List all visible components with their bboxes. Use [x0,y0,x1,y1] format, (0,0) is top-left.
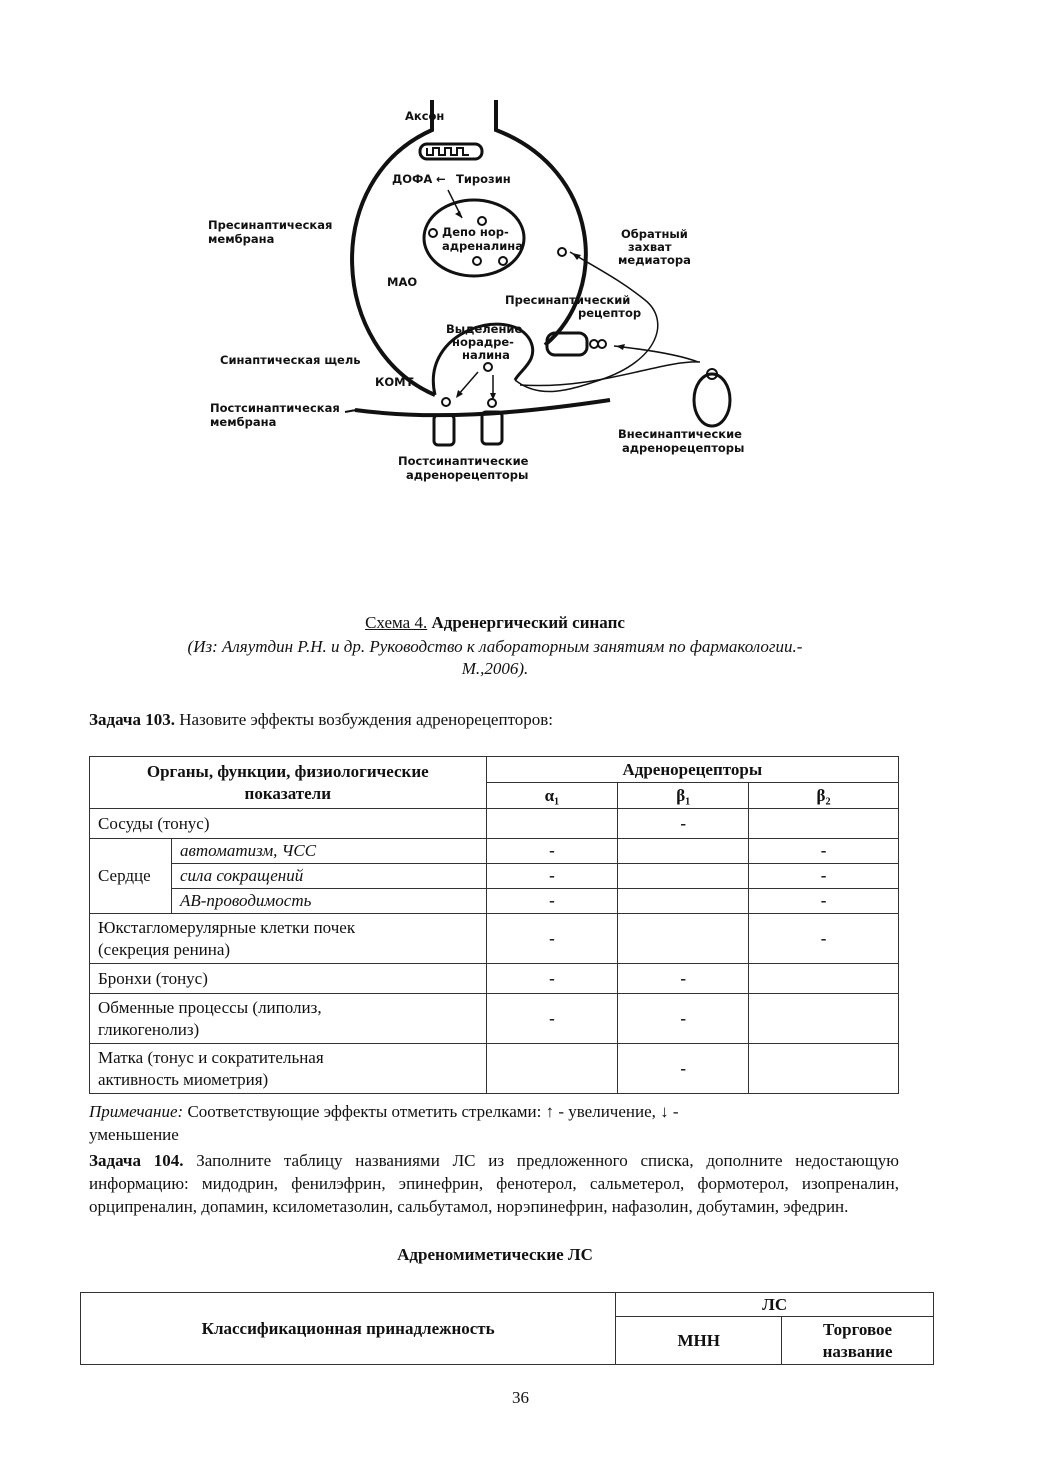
table-row [90,864,899,889]
scheme-label: Схема 4. [365,613,428,632]
cell-beta2[interactable] [749,1044,899,1094]
task-103-text: Назовите эффекты возбуждения адренорецепторов: [179,710,554,729]
header-ls: ЛС [616,1293,934,1317]
task-103-label: Задача 103. [89,710,175,729]
label-release-2: норадре- [452,335,514,349]
header-beta1: β₁ [618,783,749,809]
label-presyn-receptor-2: рецептор [578,306,642,320]
cell-alpha1[interactable]: - [486,864,618,889]
label-presyn-membrane-1: Пресинаптическая [208,218,333,232]
page-number: 36 [512,1388,529,1407]
cell-beta1[interactable]: - [618,964,749,994]
label-presyn-membrane-2: мембрана [208,232,275,246]
table-row [90,994,899,1044]
table-title: Адреномиметические ЛС [397,1245,593,1264]
adrenergic-synapse-diagram [180,90,780,500]
cell-beta1[interactable] [618,839,749,864]
cell-alpha1[interactable]: - [486,889,618,914]
row-sublabel: сила сокращений [171,864,486,889]
table-row [90,809,899,839]
cell-beta2[interactable] [749,964,899,994]
label-reuptake-3: медиатора [618,253,691,267]
label-postsyn-membrane-1: Постсинаптическая [210,401,340,415]
task-103-heading [89,708,899,731]
header-organs: Органы, функции, физиологические показатели [90,757,487,809]
cell-alpha1[interactable] [486,809,618,839]
header-inn: МНН [616,1317,782,1365]
scheme-title: Адренергический синапс [431,613,625,632]
table-row [90,889,899,914]
row-label-heart: Сердце [90,839,172,914]
row-sublabel: автоматизм, ЧСС [171,839,486,864]
label-postsyn-receptors-1: Постсинаптические [398,454,529,468]
row-label: Юкстагломерулярные клетки почек (секреция ренина) [90,914,487,964]
postsynaptic-receptor-2 [482,412,502,444]
task-104-label: Задача 104. [89,1151,184,1170]
row-label: Обменные процессы (липолиз, гликогенолиз) [90,994,487,1044]
cell-alpha1[interactable]: - [486,964,618,994]
header-class: Классификационная принадлежность [81,1293,616,1365]
label-synaptic-cleft: Синаптическая щель [220,353,361,367]
label-reuptake-1: Обратный [621,227,688,241]
label-comt: КОМТ [375,375,414,389]
caption-source-1: (Из: Аляутдин Р.Н. и др. Руководство к лабораторным занятиям по фармакологии.- [187,637,803,656]
label-extrasyn-1: Внесинаптические [618,427,742,441]
label-postsyn-receptors-2: адренорецепторы [406,468,529,482]
row-label: Сосуды (тонус) [90,809,487,839]
cell-alpha1[interactable]: - [486,994,618,1044]
cell-beta1[interactable] [618,914,749,964]
label-postsyn-membrane-2: мембрана [210,415,277,429]
label-release-3: налина [462,348,510,362]
label-presyn-receptor-1: Пресинаптический [505,293,631,307]
table-row [90,839,899,864]
header-trade: Торговое название [782,1317,934,1365]
cell-alpha1[interactable] [486,1044,618,1094]
table-row [90,914,899,964]
postsynaptic-receptor-1 [434,415,454,445]
header-alpha1: α₁ [486,783,618,809]
cell-alpha1[interactable]: - [486,839,618,864]
figure-caption [90,612,900,634]
cell-beta2[interactable]: - [749,914,899,964]
header-beta2: β₂ [749,783,899,809]
label-tyrosine: Тирозин [456,172,511,186]
header-receptors: Адренорецепторы [486,757,898,783]
table-row [90,1044,899,1094]
caption-source-2: М.,2006). [461,659,529,678]
drugs-table [80,1292,934,1365]
extrasynaptic-receptor [694,374,730,426]
note-label: Примечание: [89,1102,184,1121]
cell-beta1[interactable] [618,864,749,889]
cell-beta2[interactable] [749,994,899,1044]
row-label: Матка (тонус и сократительная активность миометрия) [90,1044,487,1094]
row-sublabel: АВ-проводимость [171,889,486,914]
cell-beta1[interactable]: - [618,809,749,839]
label-depot-1: Депо нор- [442,225,509,239]
cell-beta2[interactable]: - [749,839,899,864]
cell-beta2[interactable]: - [749,864,899,889]
table-note [89,1100,899,1146]
label-mao: МАО [387,275,418,289]
axon-right-wall [496,100,586,345]
label-reuptake-2: захват [628,240,672,254]
cell-beta1[interactable]: - [618,1044,749,1094]
label-release-1: Выделение [446,322,523,336]
task-104-text: Заполните таблицу названиями ЛС из предложенного списка, дополните недостающую информацию: мидодрин, фенилэфрин, эпинефрин, фенотерол, сальметерол, формотерол, изопреналин, орципреналин, допамин, ксилометазолин, сальбутамол, норэпинефрин, нафазолин, добутамин, эфедрин. [89,1151,899,1216]
label-dopa: ДОФА [392,172,433,186]
cell-beta2[interactable] [749,809,899,839]
label-extrasyn-2: адренорецепторы [622,441,745,455]
table-row [90,964,899,994]
task-104-paragraph [89,1149,899,1218]
cell-beta1[interactable]: - [618,994,749,1044]
cell-beta1[interactable] [618,889,749,914]
row-label: Бронхи (тонус) [90,964,487,994]
label-depot-2: адреналина [442,239,523,253]
label-axon: Аксон [405,109,445,123]
note-text-2: уменьшение [89,1125,179,1144]
label-arrow-left: ← [436,172,446,186]
cell-alpha1[interactable]: - [486,914,618,964]
note-text: Соответствующие эффекты отметить стрелками: ↑ - увеличение, ↓ - [187,1102,679,1121]
receptors-table [89,756,899,1094]
cell-beta2[interactable]: - [749,889,899,914]
